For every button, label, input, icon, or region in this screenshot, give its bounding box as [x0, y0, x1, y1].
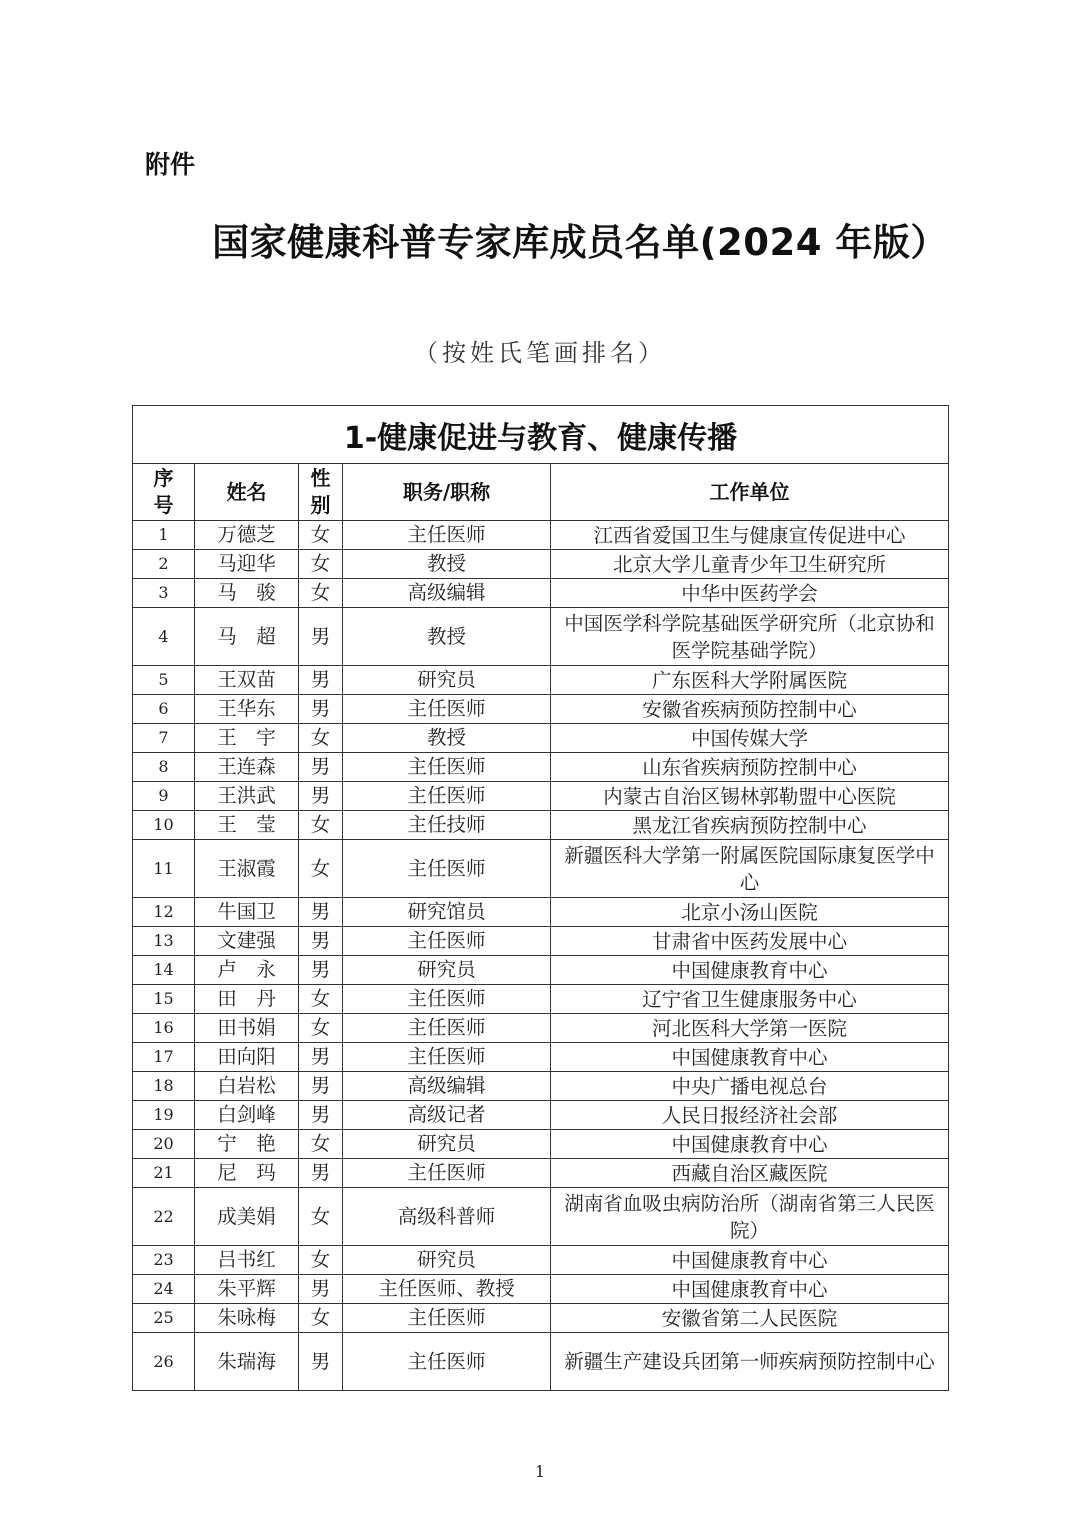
cell-gender: 男 — [299, 608, 343, 666]
cell-gender: 女 — [299, 579, 343, 608]
table-row — [133, 1101, 949, 1130]
cell-index: 19 — [133, 1101, 195, 1130]
cell-index: 20 — [133, 1130, 195, 1159]
table-row — [133, 1072, 949, 1101]
cell-position: 主任医师 — [343, 1043, 551, 1072]
cell-name: 田 丹 — [195, 985, 299, 1014]
cell-position: 主任医师 — [343, 695, 551, 724]
cell-gender: 女 — [299, 985, 343, 1014]
page-number: 1 — [534, 1462, 546, 1481]
cell-name: 马迎华 — [195, 550, 299, 579]
cell-name: 白岩松 — [195, 1072, 299, 1101]
cell-index: 7 — [133, 724, 195, 753]
cell-index: 23 — [133, 1246, 195, 1275]
cell-unit: 中国健康教育中心 — [551, 1246, 949, 1275]
cell-index: 21 — [133, 1159, 195, 1188]
cell-position: 研究员 — [343, 1130, 551, 1159]
table-row — [133, 521, 949, 550]
cell-position: 主任医师 — [343, 1159, 551, 1188]
cell-position: 高级编辑 — [343, 1072, 551, 1101]
cell-unit: 中国健康教育中心 — [551, 956, 949, 985]
cell-unit: 安徽省第二人民医院 — [551, 1304, 949, 1333]
cell-gender: 男 — [299, 956, 343, 985]
cell-index: 10 — [133, 811, 195, 840]
cell-gender: 女 — [299, 840, 343, 898]
cell-name: 宁 艳 — [195, 1130, 299, 1159]
cell-name: 田书娟 — [195, 1014, 299, 1043]
cell-gender: 男 — [299, 1333, 343, 1391]
cell-position: 高级科普师 — [343, 1188, 551, 1246]
expert-list-table — [132, 405, 949, 1391]
cell-unit: 甘肃省中医药发展中心 — [551, 927, 949, 956]
cell-unit: 江西省爱国卫生与健康宣传促进中心 — [551, 521, 949, 550]
cell-index: 8 — [133, 753, 195, 782]
cell-gender: 女 — [299, 1304, 343, 1333]
table-row — [133, 753, 949, 782]
cell-position: 教授 — [343, 608, 551, 666]
table-row — [133, 927, 949, 956]
cell-unit: 新疆生产建设兵团第一师疾病预防控制中心 — [551, 1333, 949, 1391]
table-row — [133, 1014, 949, 1043]
header-name: 姓名 — [195, 464, 299, 521]
header-position: 职务/职称 — [343, 464, 551, 521]
table-row — [133, 695, 949, 724]
cell-unit: 中央广播电视总台 — [551, 1072, 949, 1101]
cell-position: 主任医师 — [343, 521, 551, 550]
cell-unit: 湖南省血吸虫病防治所（湖南省第三人民医院） — [551, 1188, 949, 1246]
cell-index: 12 — [133, 898, 195, 927]
cell-unit: 中国健康教育中心 — [551, 1275, 949, 1304]
cell-position: 教授 — [343, 550, 551, 579]
cell-name: 王 宇 — [195, 724, 299, 753]
cell-index: 9 — [133, 782, 195, 811]
cell-gender: 男 — [299, 1072, 343, 1101]
header-index: 序号 — [133, 464, 195, 521]
cell-unit: 中国传媒大学 — [551, 724, 949, 753]
cell-name: 牛国卫 — [195, 898, 299, 927]
cell-name: 马 超 — [195, 608, 299, 666]
section-title: 1-健康促进与教育、健康传播 — [133, 406, 949, 464]
cell-gender: 男 — [299, 1275, 343, 1304]
table-row — [133, 956, 949, 985]
cell-unit: 中国健康教育中心 — [551, 1130, 949, 1159]
table-row — [133, 608, 949, 666]
cell-index: 22 — [133, 1188, 195, 1246]
cell-name: 万德芝 — [195, 521, 299, 550]
table-row — [133, 782, 949, 811]
cell-unit: 北京大学儿童青少年卫生研究所 — [551, 550, 949, 579]
cell-index: 16 — [133, 1014, 195, 1043]
header-gender: 性别 — [299, 464, 343, 521]
document-title: 国家健康科普专家库成员名单(2024 年版） — [212, 221, 948, 264]
cell-position: 主任医师 — [343, 782, 551, 811]
table-row — [133, 1304, 949, 1333]
cell-name: 田向阳 — [195, 1043, 299, 1072]
cell-unit: 中国健康教育中心 — [551, 1043, 949, 1072]
cell-position: 研究员 — [343, 666, 551, 695]
table-row — [133, 811, 949, 840]
cell-gender: 女 — [299, 521, 343, 550]
cell-gender: 男 — [299, 1101, 343, 1130]
cell-gender: 女 — [299, 724, 343, 753]
cell-name: 卢 永 — [195, 956, 299, 985]
cell-index: 25 — [133, 1304, 195, 1333]
cell-name: 成美娟 — [195, 1188, 299, 1246]
cell-unit: 内蒙古自治区锡林郭勒盟中心医院 — [551, 782, 949, 811]
attachment-label: 附件 — [145, 150, 196, 179]
cell-unit: 山东省疾病预防控制中心 — [551, 753, 949, 782]
cell-name: 王华东 — [195, 695, 299, 724]
cell-index: 15 — [133, 985, 195, 1014]
cell-position: 教授 — [343, 724, 551, 753]
table-row — [133, 898, 949, 927]
cell-index: 4 — [133, 608, 195, 666]
cell-index: 3 — [133, 579, 195, 608]
cell-index: 17 — [133, 1043, 195, 1072]
cell-index: 2 — [133, 550, 195, 579]
cell-position: 主任医师 — [343, 1304, 551, 1333]
cell-index: 18 — [133, 1072, 195, 1101]
cell-position: 主任医师、教授 — [343, 1275, 551, 1304]
table-row — [133, 724, 949, 753]
cell-name: 王 莹 — [195, 811, 299, 840]
table-row — [133, 1043, 949, 1072]
cell-gender: 男 — [299, 753, 343, 782]
cell-unit: 西藏自治区藏医院 — [551, 1159, 949, 1188]
cell-position: 主任医师 — [343, 1014, 551, 1043]
cell-index: 11 — [133, 840, 195, 898]
cell-gender: 男 — [299, 695, 343, 724]
cell-gender: 女 — [299, 811, 343, 840]
cell-position: 研究员 — [343, 1246, 551, 1275]
table-row — [133, 840, 949, 898]
table-row — [133, 985, 949, 1014]
cell-position: 高级记者 — [343, 1101, 551, 1130]
table-row — [133, 1275, 949, 1304]
cell-name: 朱平辉 — [195, 1275, 299, 1304]
cell-gender: 男 — [299, 782, 343, 811]
cell-name: 马 骏 — [195, 579, 299, 608]
cell-name: 朱咏梅 — [195, 1304, 299, 1333]
cell-position: 研究员 — [343, 956, 551, 985]
cell-name: 白剑峰 — [195, 1101, 299, 1130]
cell-gender: 男 — [299, 1159, 343, 1188]
cell-gender: 女 — [299, 1014, 343, 1043]
cell-index: 13 — [133, 927, 195, 956]
cell-gender: 女 — [299, 550, 343, 579]
cell-name: 王淑霞 — [195, 840, 299, 898]
table-row — [133, 1333, 949, 1391]
cell-unit: 人民日报经济社会部 — [551, 1101, 949, 1130]
cell-index: 24 — [133, 1275, 195, 1304]
cell-unit: 黑龙江省疾病预防控制中心 — [551, 811, 949, 840]
cell-unit: 北京小汤山医院 — [551, 898, 949, 927]
cell-position: 主任医师 — [343, 1333, 551, 1391]
cell-gender: 男 — [299, 1043, 343, 1072]
cell-name: 王双苗 — [195, 666, 299, 695]
cell-position: 研究馆员 — [343, 898, 551, 927]
cell-unit: 新疆医科大学第一附属医院国际康复医学中心 — [551, 840, 949, 898]
cell-position: 主任医师 — [343, 927, 551, 956]
cell-index: 6 — [133, 695, 195, 724]
cell-name: 文建强 — [195, 927, 299, 956]
cell-gender: 男 — [299, 666, 343, 695]
cell-unit: 中华中医药学会 — [551, 579, 949, 608]
cell-unit: 河北医科大学第一医院 — [551, 1014, 949, 1043]
cell-gender: 女 — [299, 1130, 343, 1159]
cell-gender: 男 — [299, 927, 343, 956]
table-row — [133, 550, 949, 579]
table-row — [133, 579, 949, 608]
cell-name: 王连森 — [195, 753, 299, 782]
cell-position: 主任医师 — [343, 985, 551, 1014]
table-header-row — [133, 464, 949, 521]
table-row — [133, 1246, 949, 1275]
cell-unit: 广东医科大学附属医院 — [551, 666, 949, 695]
cell-index: 5 — [133, 666, 195, 695]
table-row — [133, 1130, 949, 1159]
cell-name: 王洪武 — [195, 782, 299, 811]
cell-position: 主任医师 — [343, 840, 551, 898]
cell-name: 吕书红 — [195, 1246, 299, 1275]
cell-name: 尼 玛 — [195, 1159, 299, 1188]
table-row — [133, 1159, 949, 1188]
table-row — [133, 1188, 949, 1246]
cell-name: 朱瑞海 — [195, 1333, 299, 1391]
cell-unit: 辽宁省卫生健康服务中心 — [551, 985, 949, 1014]
cell-gender: 男 — [299, 898, 343, 927]
cell-gender: 女 — [299, 1188, 343, 1246]
table-row — [133, 666, 949, 695]
cell-position: 主任医师 — [343, 753, 551, 782]
cell-index: 1 — [133, 521, 195, 550]
document-subtitle: （按姓氏笔画排名） — [414, 339, 666, 367]
cell-gender: 女 — [299, 1246, 343, 1275]
cell-position: 高级编辑 — [343, 579, 551, 608]
cell-index: 14 — [133, 956, 195, 985]
table-body — [133, 521, 949, 1391]
cell-index: 26 — [133, 1333, 195, 1391]
cell-unit: 中国医学科学院基础医学研究所（北京协和医学院基础学院） — [551, 608, 949, 666]
header-unit: 工作单位 — [551, 464, 949, 521]
cell-position: 主任技师 — [343, 811, 551, 840]
cell-unit: 安徽省疾病预防控制中心 — [551, 695, 949, 724]
